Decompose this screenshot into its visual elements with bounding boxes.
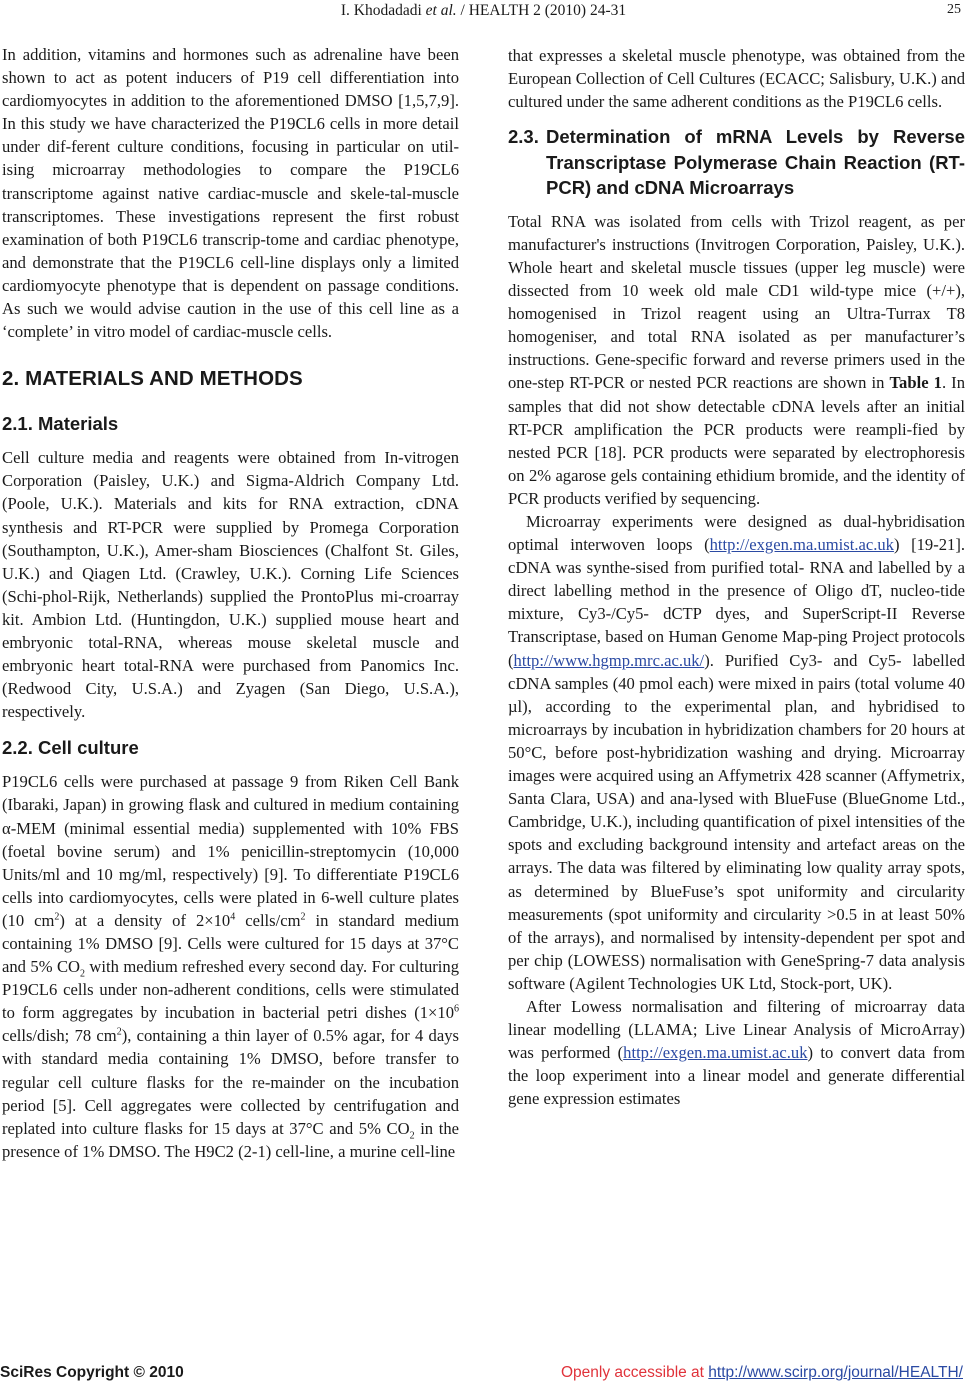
subsection-heading-mrna-levels (508, 124, 965, 201)
lowess-paragraph: After Lowess normalisation and filtering of microarray data linear modelling (LLAMA; Live Linear Analysis of MicroArray) was performed (http://exgen.ma.umist.ac.uk) to convert data from the loop experiment into a linear model and generate differential gene expression estimates (508, 996, 965, 1109)
running-title-journal: / HEALTH 2 (2010) 24-31 (456, 2, 627, 19)
subsection-heading-cell-culture: 2.2. Cell culture (2, 737, 139, 759)
page-number: 25 (947, 2, 961, 17)
footer-access (561, 1364, 963, 1382)
right-column (508, 44, 965, 1110)
total-rna-paragraph: Total RNA was isolated from cells with Trizol reagent, as per manufacturer's instructions (Invitrogen Corporation, Paisley, U.K.). Whole heart and skeletal muscle tissues (upper leg muscle) were dissected from 10 week old male CD1 wild-type mice (+/+), homogenised in Trizol reagent using an Ultra-Turrax T8 homogeniser, and total RNA isolated as per manufacturer’s instructions. Gene-specific forward and reverse primers used in the one-step RT-PCR or nested PCR reactions are shown in Table 1. In samples that did not show detectable cDNA levels after an initial RT-PCR amplification the PCR products were reampli-fied by nested PCR [18]. PCR products were separated by electrophoresis on 2% agarose gels containing ethidium bromide, and the identity of PCR products verified by sequencing. (508, 211, 966, 508)
exgen-link-2[interactable]: http://exgen.ma.umist.ac.uk (623, 1043, 808, 1063)
left-column (2, 43, 459, 1163)
materials-paragraph: Cell culture media and reagents were obtained from In-vitrogen Corporation (Paisley, U.K.) and Sigma-Aldrich Company Ltd. (Poole, U.K.). Materials and kits for RNA extraction, cDNA synthesis and RT-PCR were supplied by Promega Corporation (Southampton, U.K.), Amer-sham Biosciences (Chalfont St. Giles, U.K.) and Qiagen Ltd. (Crawley, U.K.). Corning Life Sciences (Schi-phol-Rijk, Netherlands) supplied the ProntoPlus mi-croarray kit. Ambion Ltd. (Huntingdon, U.K.) supplied mouse heart and embryonic total-RNA, whereas mouse skeletal muscle and embryonic heart total-RNA were purchased from Panomics Inc. (Redwood City, U.S.A.) and Zyagen (San Diego, U.S.A.), respectively. (2, 448, 459, 722)
running-header (0, 2, 967, 22)
subsection-heading-materials: 2.1. Materials (2, 413, 119, 435)
subsection-number: 2.3. (508, 126, 539, 148)
exgen-link[interactable]: http://exgen.ma.umist.ac.uk (709, 535, 894, 555)
subsection-title: Determination of mRNA Levels by Reverse Transcriptase Polymerase Chain Reaction (RT-PCR) and cDNA Microarrays (546, 126, 965, 199)
page-footer (0, 1364, 967, 1384)
section-heading-materials-methods: 2. MATERIALS AND METHODS (2, 367, 303, 391)
footer-access-label: Openly accessible at (560, 1364, 709, 1381)
intro-paragraph: In addition, vitamins and hormones such as adrenaline have been shown to act as potent inducers of P19 cell differentiation into cardiomyocytes in addition to the aforementioned DMSO [1,5,7,9]. In this study we have characterized the P19CL6 cells in more detail under dif-ferent culture conditions, focusing in particular on util-ising microarray methodologies to compare the P19CL6 transcriptome against native cardiac-muscle and skele-tal-muscle transcriptomes. These investigations represent the first robust examination of both P19CL6 transcrip-tome and cardiac phenotype, and demonstrate that the P19CL6 cell-line displays only a limited cardiomyocyte phenotype that is dependent on passage conditions. As such we would advise caution in the use of this cell line as a ‘complete’ in vitro model of cardiac-muscle cells. (2, 45, 459, 342)
running-title (0, 2, 967, 20)
footer-copyright: SciRes Copyright © 2010 (0, 1364, 184, 1381)
journal-url-link[interactable]: http://www.scirp.org/journal/HEALTH/ (708, 1364, 963, 1381)
running-title-authors: I. Khodadadi (340, 2, 426, 19)
table-1-reference: Table 1 (889, 373, 942, 393)
running-title-etal: et al. (425, 2, 457, 19)
continuation-paragraph: that expresses a skeletal muscle phenotype, was obtained from the European Collection of Cell Cultures (ECACC; Salisbury, U.K.) and cultured under the same adherent conditions as the P19CL6 cells. (508, 46, 965, 112)
microarray-paragraph: Microarray experiments were designed as dual-hybridisation optimal interwoven loops (http://exgen.ma.umist.ac.uk) [19-21]. cDNA was synthe-sised from purified total- RNA and labelled by a direct labelling method in the presence of Oligo dT, nucleo-tide mixture, Cy3-/Cy5- dCTP dyes, and SuperScript-II Reverse Transcriptase, based on Human Genome Map-ping Project protocols (http://www.hgmp.mrc.ac.uk/). Purified Cy3- and Cy5- labelled cDNA samples (40 pmol each) were mixed in pairs (total volume 40 µl), according to the experimental plan, and hybridised to microarrays by incubation in hybridization chambers for 20 hours at 50°C, before post-hybridization washing and drying. Microarray images were acquired using an Affymetrix 428 scanner (Affymetrix, Santa Clara, USA) and ana-lysed with BlueFuse (BlueGnome Ltd., Cambridge, U.K.), including quantification of pixel intensities of the spots and excluding background intensity and artefact areas on the arrays. The data was filtered by eliminating low quality array spots, as determined by BlueFuse’s spot uniformity and circularity measurements (spot uniformity and circularity >0.5 in at least 50% of the arrays), and normalised by intensity-dependent per spot and per chip (LOWESS) normalisation with GeneSpring-7 data analysis software (Agilent Technologies UK Ltd, Stock-port, UK). (508, 512, 966, 993)
hgmp-link[interactable]: http://www.hgmp.mrc.ac.uk/ (513, 650, 705, 670)
cell-culture-paragraph: P19CL6 cells were purchased at passage 9 from Riken Cell Bank (Ibaraki, Japan) in growing flask and cultured in medium containing α-MEM (minimal essential media) supplemented with 10% FBS (foetal bovine serum) and 1% penicillin-streptomycin (10,000 Units/ml and 10 mg/ml, respectively) [9]. To differentiate P19CL6 cells into cardiomyocytes, cells were plated in 6-well culture plates (10 $cm^2$) at a density of $2\times 10^4$ cells/$cm^2$ in standard medium containing 1% DMSO [9]. Cells were cultured for 15 days at 37°C and 5% $CO_2$ with medium refreshed every second day. For culturing P19CL6 cells under non-adherent conditions, cells were stimulated to form aggregates by incubation in bacterial petri dishes ($1\times 10^6$ cells/dish; 78 $cm^2$), containing a thin layer of 0.5% agar, for 4 days with standard media containing 1% DMSO, before transfer to regular cell culture flasks for the re-mainder on the incubation period [5]. Cell aggregates were collected by centrifugation and replated into culture flasks for 15 days at 37°C and 5% $CO_2$ in the presence of 1% DMSO. The H9C2 (2-1) cell-line, a murine cell-line (2, 772, 459, 1161)
